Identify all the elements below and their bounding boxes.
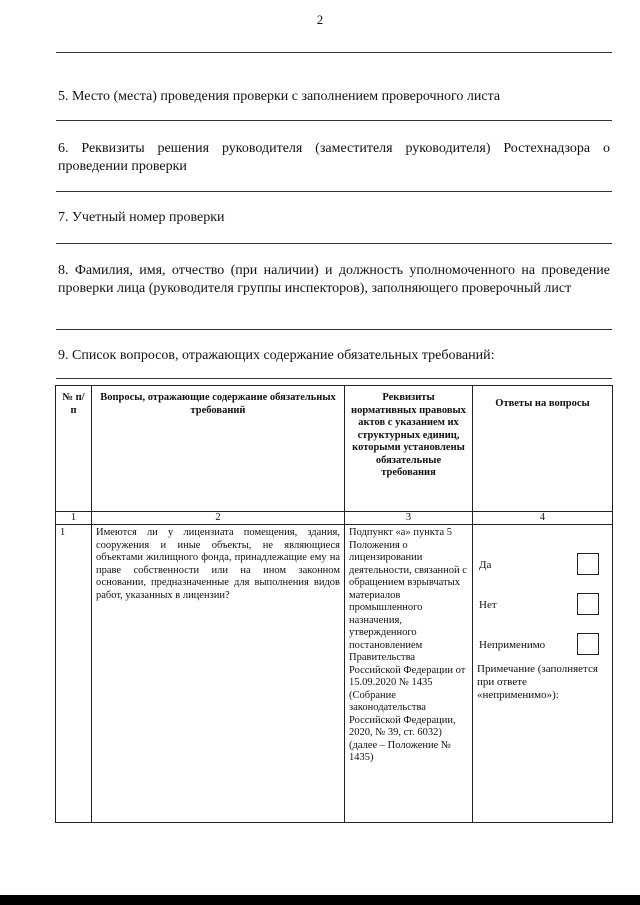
row-question: Имеются ли у лицензиата помещения, здания, сооружения и иные объекты, не являющиеся объектами жилищного фонда, принадлежащие ему на праве собственности или на ином законном основании, предназначенные для выполнения видов работ, указанных в лицензии? [92, 525, 345, 823]
divider-line [56, 243, 612, 244]
answer-yes-label: Да [479, 559, 492, 571]
column-number: 1 [56, 512, 92, 525]
section-6-decision: 6. Реквизиты решения руководителя (заместителя руководителя) Ростехнадзора о проведении проверки [58, 141, 610, 174]
page-number: 2 [316, 12, 324, 27]
column-number: 3 [345, 512, 473, 525]
column-number: 4 [473, 512, 613, 525]
divider-line [56, 378, 612, 379]
row-answers [473, 525, 613, 823]
divider-line [56, 329, 612, 330]
column-number: 2 [92, 512, 345, 525]
scan-bottom-edge [0, 895, 640, 905]
divider-line [56, 120, 612, 121]
header-answers: Ответы на вопросы [473, 386, 613, 512]
table-row [56, 525, 613, 823]
table-header-row [56, 386, 613, 512]
row-requisites: Подпункт «а» пункта 5 Положения о лицензировании деятельности, связанной с обращением взрывчатых материалов промышленного назначения, утвержденного постановлением Правительства Российской Федерации от 15.09.2020 № 1435 (Собрание законодательства Российской Федерации, 2020, № 39, ст. 6032) (далее – Положение № 1435) [345, 525, 473, 823]
header-num: № п/п [56, 386, 92, 512]
divider-line [56, 52, 612, 53]
answer-yes-checkbox[interactable] [577, 553, 599, 575]
section-5-place: 5. Место (места) проведения проверки с заполнением проверочного листа [58, 89, 501, 104]
answer-note: Примечание (заполняется при ответе «неприменимо»): [477, 663, 598, 701]
section-8-inspector: 8. Фамилия, имя, отчество (при наличии) и должность уполномоченного на проведение проверки лица (руководителя группы инспекторов), заполняющего проверочный лист [58, 263, 610, 296]
answer-na-checkbox[interactable] [577, 633, 599, 655]
row-num: 1 [56, 525, 92, 823]
answer-na-label: Неприменимо [479, 639, 546, 651]
header-requisites: Реквизиты нормативных правовых актов с указанием их структурных единиц, которыми установлены обязательные требования [345, 386, 473, 512]
header-questions: Вопросы, отражающие содержание обязательных требований [92, 386, 345, 512]
section-9-questions-title: 9. Список вопросов, отражающих содержание обязательных требований: [58, 348, 495, 363]
section-7-inspection-number: 7. Учетный номер проверки [58, 210, 225, 225]
column-numbers-row [56, 512, 613, 525]
divider-line [56, 191, 612, 192]
answer-no-label: Нет [479, 599, 497, 611]
requirements-table [55, 385, 613, 823]
answer-no-checkbox[interactable] [577, 593, 599, 615]
